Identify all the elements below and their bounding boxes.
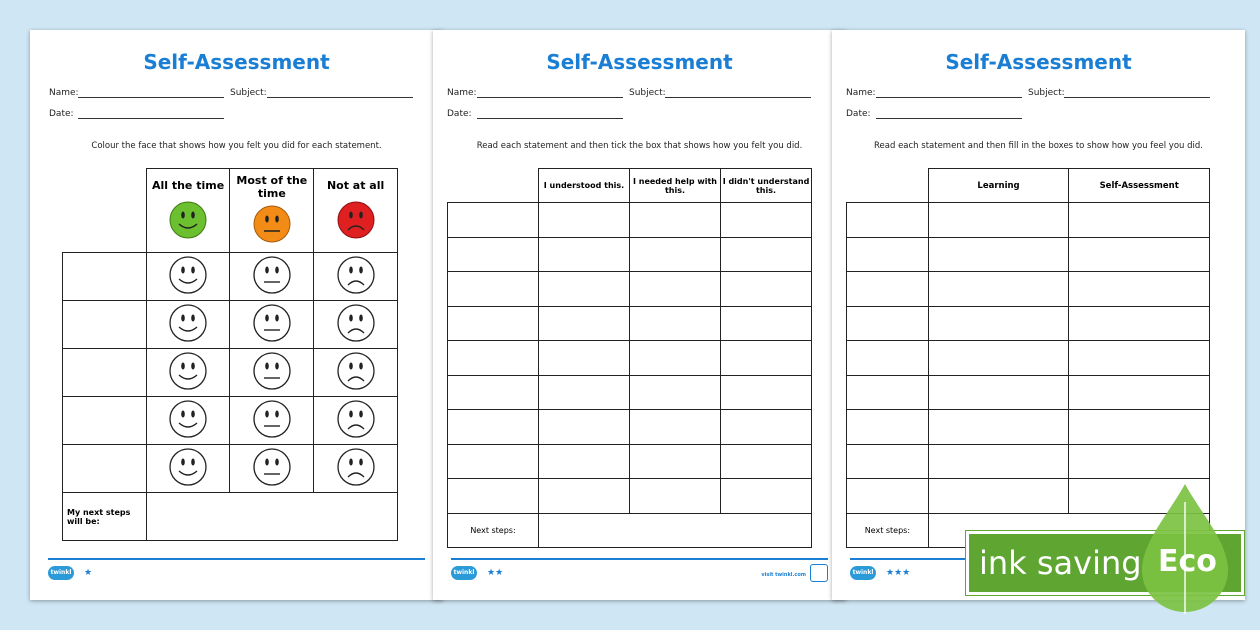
learning-cell[interactable] xyxy=(928,237,1069,272)
statement-cell[interactable] xyxy=(63,349,147,397)
name-line[interactable] xyxy=(78,97,224,98)
tick-box[interactable] xyxy=(721,237,812,272)
tick-box[interactable] xyxy=(539,375,630,410)
neutral-face-icon[interactable] xyxy=(252,447,292,487)
subject-line[interactable] xyxy=(267,97,413,98)
date-label: Date: xyxy=(447,109,472,119)
statement-cell[interactable] xyxy=(448,272,539,307)
statement-row xyxy=(448,444,812,479)
neutral-face-icon[interactable] xyxy=(252,303,292,343)
red-sad-face-icon xyxy=(336,200,376,240)
neutral-face-icon[interactable] xyxy=(252,399,292,439)
name-line[interactable] xyxy=(876,97,1022,98)
statement-cell[interactable] xyxy=(847,237,929,272)
learning-cell[interactable] xyxy=(928,341,1069,376)
badge-icon xyxy=(810,564,828,582)
statement-row xyxy=(847,272,1210,307)
happy-face-icon[interactable] xyxy=(168,399,208,439)
subject-label: Subject: xyxy=(230,88,267,98)
subject-label: Subject: xyxy=(629,88,666,98)
date-line[interactable] xyxy=(477,118,623,119)
learning-cell[interactable] xyxy=(928,375,1069,410)
face-cell[interactable] xyxy=(314,445,398,493)
header-didnt-understand: I didn't understand this. xyxy=(721,169,812,203)
statement-row xyxy=(448,203,812,238)
self-assessment-cell[interactable] xyxy=(1069,272,1210,307)
date-line[interactable] xyxy=(78,118,224,119)
sad-face-icon[interactable] xyxy=(336,399,376,439)
statement-cell[interactable] xyxy=(847,444,929,479)
statement-row xyxy=(63,301,398,349)
difficulty-stars: ★ xyxy=(84,568,93,578)
next-steps-label: Next steps: xyxy=(448,513,539,547)
statement-cell[interactable] xyxy=(63,301,147,349)
statement-row xyxy=(847,203,1210,238)
self-assessment-cell[interactable] xyxy=(1069,203,1210,238)
tick-box[interactable] xyxy=(630,410,721,445)
tick-box[interactable] xyxy=(630,375,721,410)
tick-box[interactable] xyxy=(721,203,812,238)
statement-cell[interactable] xyxy=(448,237,539,272)
statement-cell[interactable] xyxy=(448,306,539,341)
statement-row xyxy=(448,306,812,341)
statement-row xyxy=(448,479,812,514)
date-label: Date: xyxy=(846,109,871,119)
statement-row xyxy=(448,237,812,272)
footer-rule xyxy=(48,558,425,560)
statement-cell[interactable] xyxy=(847,410,929,445)
self-assessment-cell[interactable] xyxy=(1069,237,1210,272)
tick-box[interactable] xyxy=(539,203,630,238)
self-assessment-cell[interactable] xyxy=(1069,410,1210,445)
statement-cell[interactable] xyxy=(63,397,147,445)
statement-row xyxy=(448,272,812,307)
header-not-at-all: Not at all xyxy=(314,169,398,253)
happy-face-icon[interactable] xyxy=(168,255,208,295)
statement-cell[interactable] xyxy=(448,479,539,514)
tick-box[interactable] xyxy=(630,203,721,238)
tick-box[interactable] xyxy=(539,444,630,479)
worksheet-faces xyxy=(30,30,443,600)
statement-cell[interactable] xyxy=(448,203,539,238)
worksheet-tick xyxy=(433,30,846,600)
tick-box[interactable] xyxy=(721,306,812,341)
statement-row xyxy=(847,444,1210,479)
ink-saving-label: ink saving xyxy=(979,544,1142,582)
self-assessment-cell[interactable] xyxy=(1069,444,1210,479)
next-steps-label: Next steps: xyxy=(847,513,929,547)
learning-cell[interactable] xyxy=(928,479,1069,514)
statement-cell[interactable] xyxy=(847,203,929,238)
instruction-text: Read each statement and then fill in the boxes to show how you feel you did. xyxy=(874,141,1203,151)
header-most-of-the-time: Most of the time xyxy=(230,169,314,253)
tick-box[interactable] xyxy=(539,237,630,272)
statement-cell[interactable] xyxy=(847,375,929,410)
learning-cell[interactable] xyxy=(928,410,1069,445)
statement-cell[interactable] xyxy=(448,444,539,479)
header-understood: I understood this. xyxy=(539,169,630,203)
header-all-the-time: All the time xyxy=(146,169,230,253)
statement-cell[interactable] xyxy=(847,272,929,307)
tick-box[interactable] xyxy=(721,341,812,376)
next-steps-label: My next steps will be: xyxy=(63,493,147,541)
tick-box[interactable] xyxy=(721,375,812,410)
happy-face-icon[interactable] xyxy=(168,447,208,487)
self-assessment-cell[interactable] xyxy=(1069,306,1210,341)
face-cell[interactable] xyxy=(230,397,314,445)
subject-line[interactable] xyxy=(1064,97,1210,98)
tick-box[interactable] xyxy=(630,272,721,307)
date-label: Date: xyxy=(49,109,74,119)
tick-box[interactable] xyxy=(539,306,630,341)
face-cell[interactable] xyxy=(146,349,230,397)
neutral-face-icon[interactable] xyxy=(252,351,292,391)
tick-box[interactable] xyxy=(630,341,721,376)
face-cell[interactable] xyxy=(230,445,314,493)
statement-row xyxy=(63,349,398,397)
statement-cell[interactable] xyxy=(847,306,929,341)
sad-face-icon[interactable] xyxy=(336,351,376,391)
face-cell[interactable] xyxy=(314,349,398,397)
face-cell[interactable] xyxy=(146,253,230,301)
eco-label: Eco xyxy=(1158,544,1217,579)
statement-row xyxy=(448,341,812,376)
subject-label: Subject: xyxy=(1028,88,1065,98)
tick-box[interactable] xyxy=(630,444,721,479)
happy-face-icon[interactable] xyxy=(168,351,208,391)
face-cell[interactable] xyxy=(146,445,230,493)
happy-face-icon[interactable] xyxy=(168,303,208,343)
face-cell[interactable] xyxy=(146,397,230,445)
subject-line[interactable] xyxy=(665,97,811,98)
learning-cell[interactable] xyxy=(928,272,1069,307)
name-line[interactable] xyxy=(477,97,623,98)
statement-row xyxy=(847,410,1210,445)
page-title: Self-Assessment xyxy=(945,50,1132,74)
page-title: Self-Assessment xyxy=(546,50,733,74)
difficulty-stars: ★★★ xyxy=(886,568,911,578)
statement-row xyxy=(847,306,1210,341)
statement-row xyxy=(63,445,398,493)
tick-box[interactable] xyxy=(539,341,630,376)
footer-rule xyxy=(451,558,828,560)
instruction-text: Colour the face that shows how you felt you did for each statement. xyxy=(91,141,382,151)
tick-box[interactable] xyxy=(630,237,721,272)
sad-face-icon[interactable] xyxy=(336,303,376,343)
statement-row xyxy=(847,375,1210,410)
tick-box[interactable] xyxy=(539,479,630,514)
neutral-face-icon[interactable] xyxy=(252,255,292,295)
learning-cell[interactable] xyxy=(928,444,1069,479)
twinkl-logo: twinkl xyxy=(48,566,74,580)
header-learning: Learning xyxy=(928,169,1069,203)
tick-box[interactable] xyxy=(721,479,812,514)
tick-box[interactable] xyxy=(721,444,812,479)
statement-cell[interactable] xyxy=(448,375,539,410)
face-cell[interactable] xyxy=(314,397,398,445)
face-cell[interactable] xyxy=(146,301,230,349)
difficulty-stars: ★★ xyxy=(487,568,504,578)
next-steps-box[interactable] xyxy=(539,513,812,547)
statement-cell[interactable] xyxy=(63,253,147,301)
tick-box[interactable] xyxy=(539,272,630,307)
tick-box[interactable] xyxy=(539,410,630,445)
date-line[interactable] xyxy=(876,118,1022,119)
statement-row xyxy=(448,410,812,445)
face-cell[interactable] xyxy=(230,301,314,349)
tick-box[interactable] xyxy=(630,306,721,341)
sad-face-icon[interactable] xyxy=(336,447,376,487)
header-self-assessment: Self-Assessment xyxy=(1069,169,1210,203)
tick-box[interactable] xyxy=(721,272,812,307)
tick-box[interactable] xyxy=(630,479,721,514)
face-cell[interactable] xyxy=(230,253,314,301)
face-cell[interactable] xyxy=(314,301,398,349)
instruction-text: Read each statement and then tick the box that shows how you felt you did. xyxy=(476,141,803,151)
twinkl-logo: twinkl xyxy=(850,566,876,580)
statement-row xyxy=(63,397,398,445)
name-label: Name: xyxy=(49,88,79,98)
name-label: Name: xyxy=(846,88,876,98)
self-assessment-cell[interactable] xyxy=(1069,341,1210,376)
name-label: Name: xyxy=(447,88,477,98)
statement-cell[interactable] xyxy=(63,445,147,493)
header-needed-help: I needed help with this. xyxy=(630,169,721,203)
learning-cell[interactable] xyxy=(928,306,1069,341)
statement-cell[interactable] xyxy=(448,341,539,376)
face-cell[interactable] xyxy=(230,349,314,397)
page-title: Self-Assessment xyxy=(143,50,330,74)
next-steps-box[interactable] xyxy=(146,493,397,541)
learning-cell[interactable] xyxy=(928,203,1069,238)
statement-row xyxy=(63,253,398,301)
visit-link[interactable]: visit twinkl.com xyxy=(761,572,806,578)
faces-table xyxy=(62,168,398,541)
statement-row xyxy=(847,341,1210,376)
twinkl-logo: twinkl xyxy=(451,566,477,580)
sad-face-icon[interactable] xyxy=(336,255,376,295)
orange-neutral-face-icon xyxy=(252,204,292,244)
statement-cell[interactable] xyxy=(847,479,929,514)
face-cell[interactable] xyxy=(314,253,398,301)
statement-cell[interactable] xyxy=(847,341,929,376)
self-assessment-cell[interactable] xyxy=(1069,375,1210,410)
statement-row xyxy=(448,375,812,410)
tick-box[interactable] xyxy=(721,410,812,445)
statement-cell[interactable] xyxy=(448,410,539,445)
green-happy-face-icon xyxy=(168,200,208,240)
statement-row xyxy=(847,237,1210,272)
tick-table xyxy=(447,168,812,548)
